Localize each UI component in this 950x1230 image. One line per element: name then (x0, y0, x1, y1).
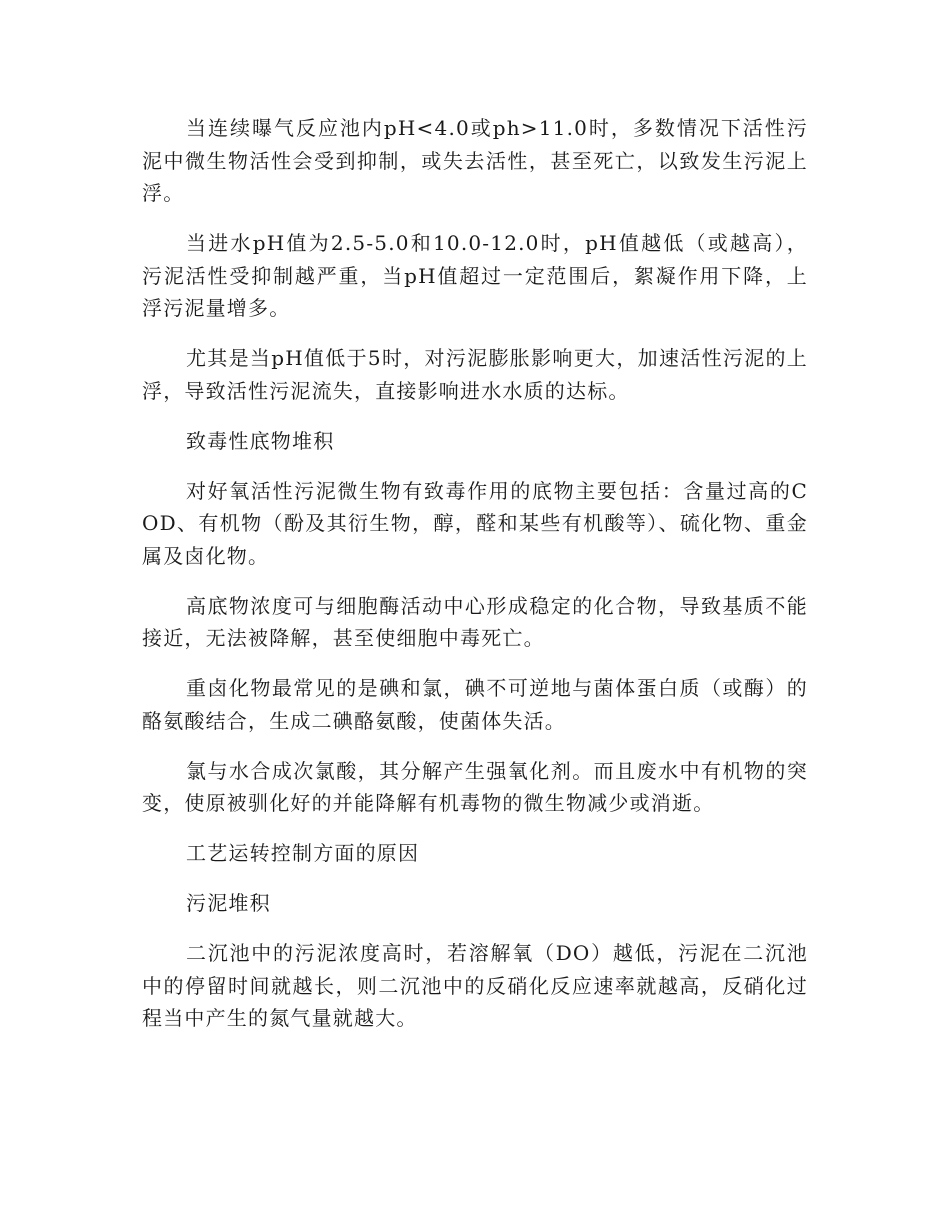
paragraph-toxic-substrates: 对好氧活性污泥微生物有致毒作用的底物主要包括：含量过高的COD、有机物（酚及其衍生物，醇，醛和某些有机酸等）、硫化物、重金属及卤化物。 (142, 478, 808, 568)
heading-sludge-accumulation: 污泥堆积 (186, 891, 271, 915)
heading-toxic-substrate: 致毒性底物堆积 (186, 428, 335, 453)
paragraph-influent-ph-range: 当进水pH值为2.5-5.0和10.0-12.0时，pH值越低（或越高），污泥活性受抑制越严重，当pH值超过一定范围后，絮凝作用下降，上浮污泥量增多。 (142, 231, 808, 320)
paragraph-secondary-clarifier: 二沉池中的污泥浓度高时，若溶解氧（DO）越低，污泥在二沉池中的停留时间就越长，则二沉池中的反硝化反应速率就越高，反硝化过程当中产生的氮气量就越大。 (142, 941, 808, 1030)
paragraph-ph-low-high: 当连续曝气反应池内pH<4.0或ph>11.0时，多数情况下活性污泥中微生物活性会受到抑制，或失去活性，甚至死亡，以致发生污泥上浮。 (142, 116, 808, 205)
paragraph-high-substrate: 高底物浓度可与细胞酶活动中心形成稳定的化合物，导致基质不能接近，无法被降解，甚至使细胞中毒死亡。 (142, 593, 808, 650)
paragraph-ph-below-5: 尤其是当pH值低于5时，对污泥膨胀影响更大，加速活性污泥的上浮，导致活性污泥流失，直接影响进水水质的达标。 (142, 346, 808, 403)
paragraph-chlorine: 氯与水合成次氯酸，其分解产生强氧化剂。而且废水中有机物的突变，使原被驯化好的并能降解有机毒物的微生物减少或消逝。 (142, 758, 808, 815)
document-page (142, 112, 808, 1052)
paragraph-halides: 重卤化物最常见的是碘和氯，碘不可逆地与菌体蛋白质（或酶）的酪氨酸结合，生成二碘酪氨酸，使菌体失活。 (142, 676, 808, 733)
heading-process-control: 工艺运转控制方面的原因 (186, 841, 420, 865)
